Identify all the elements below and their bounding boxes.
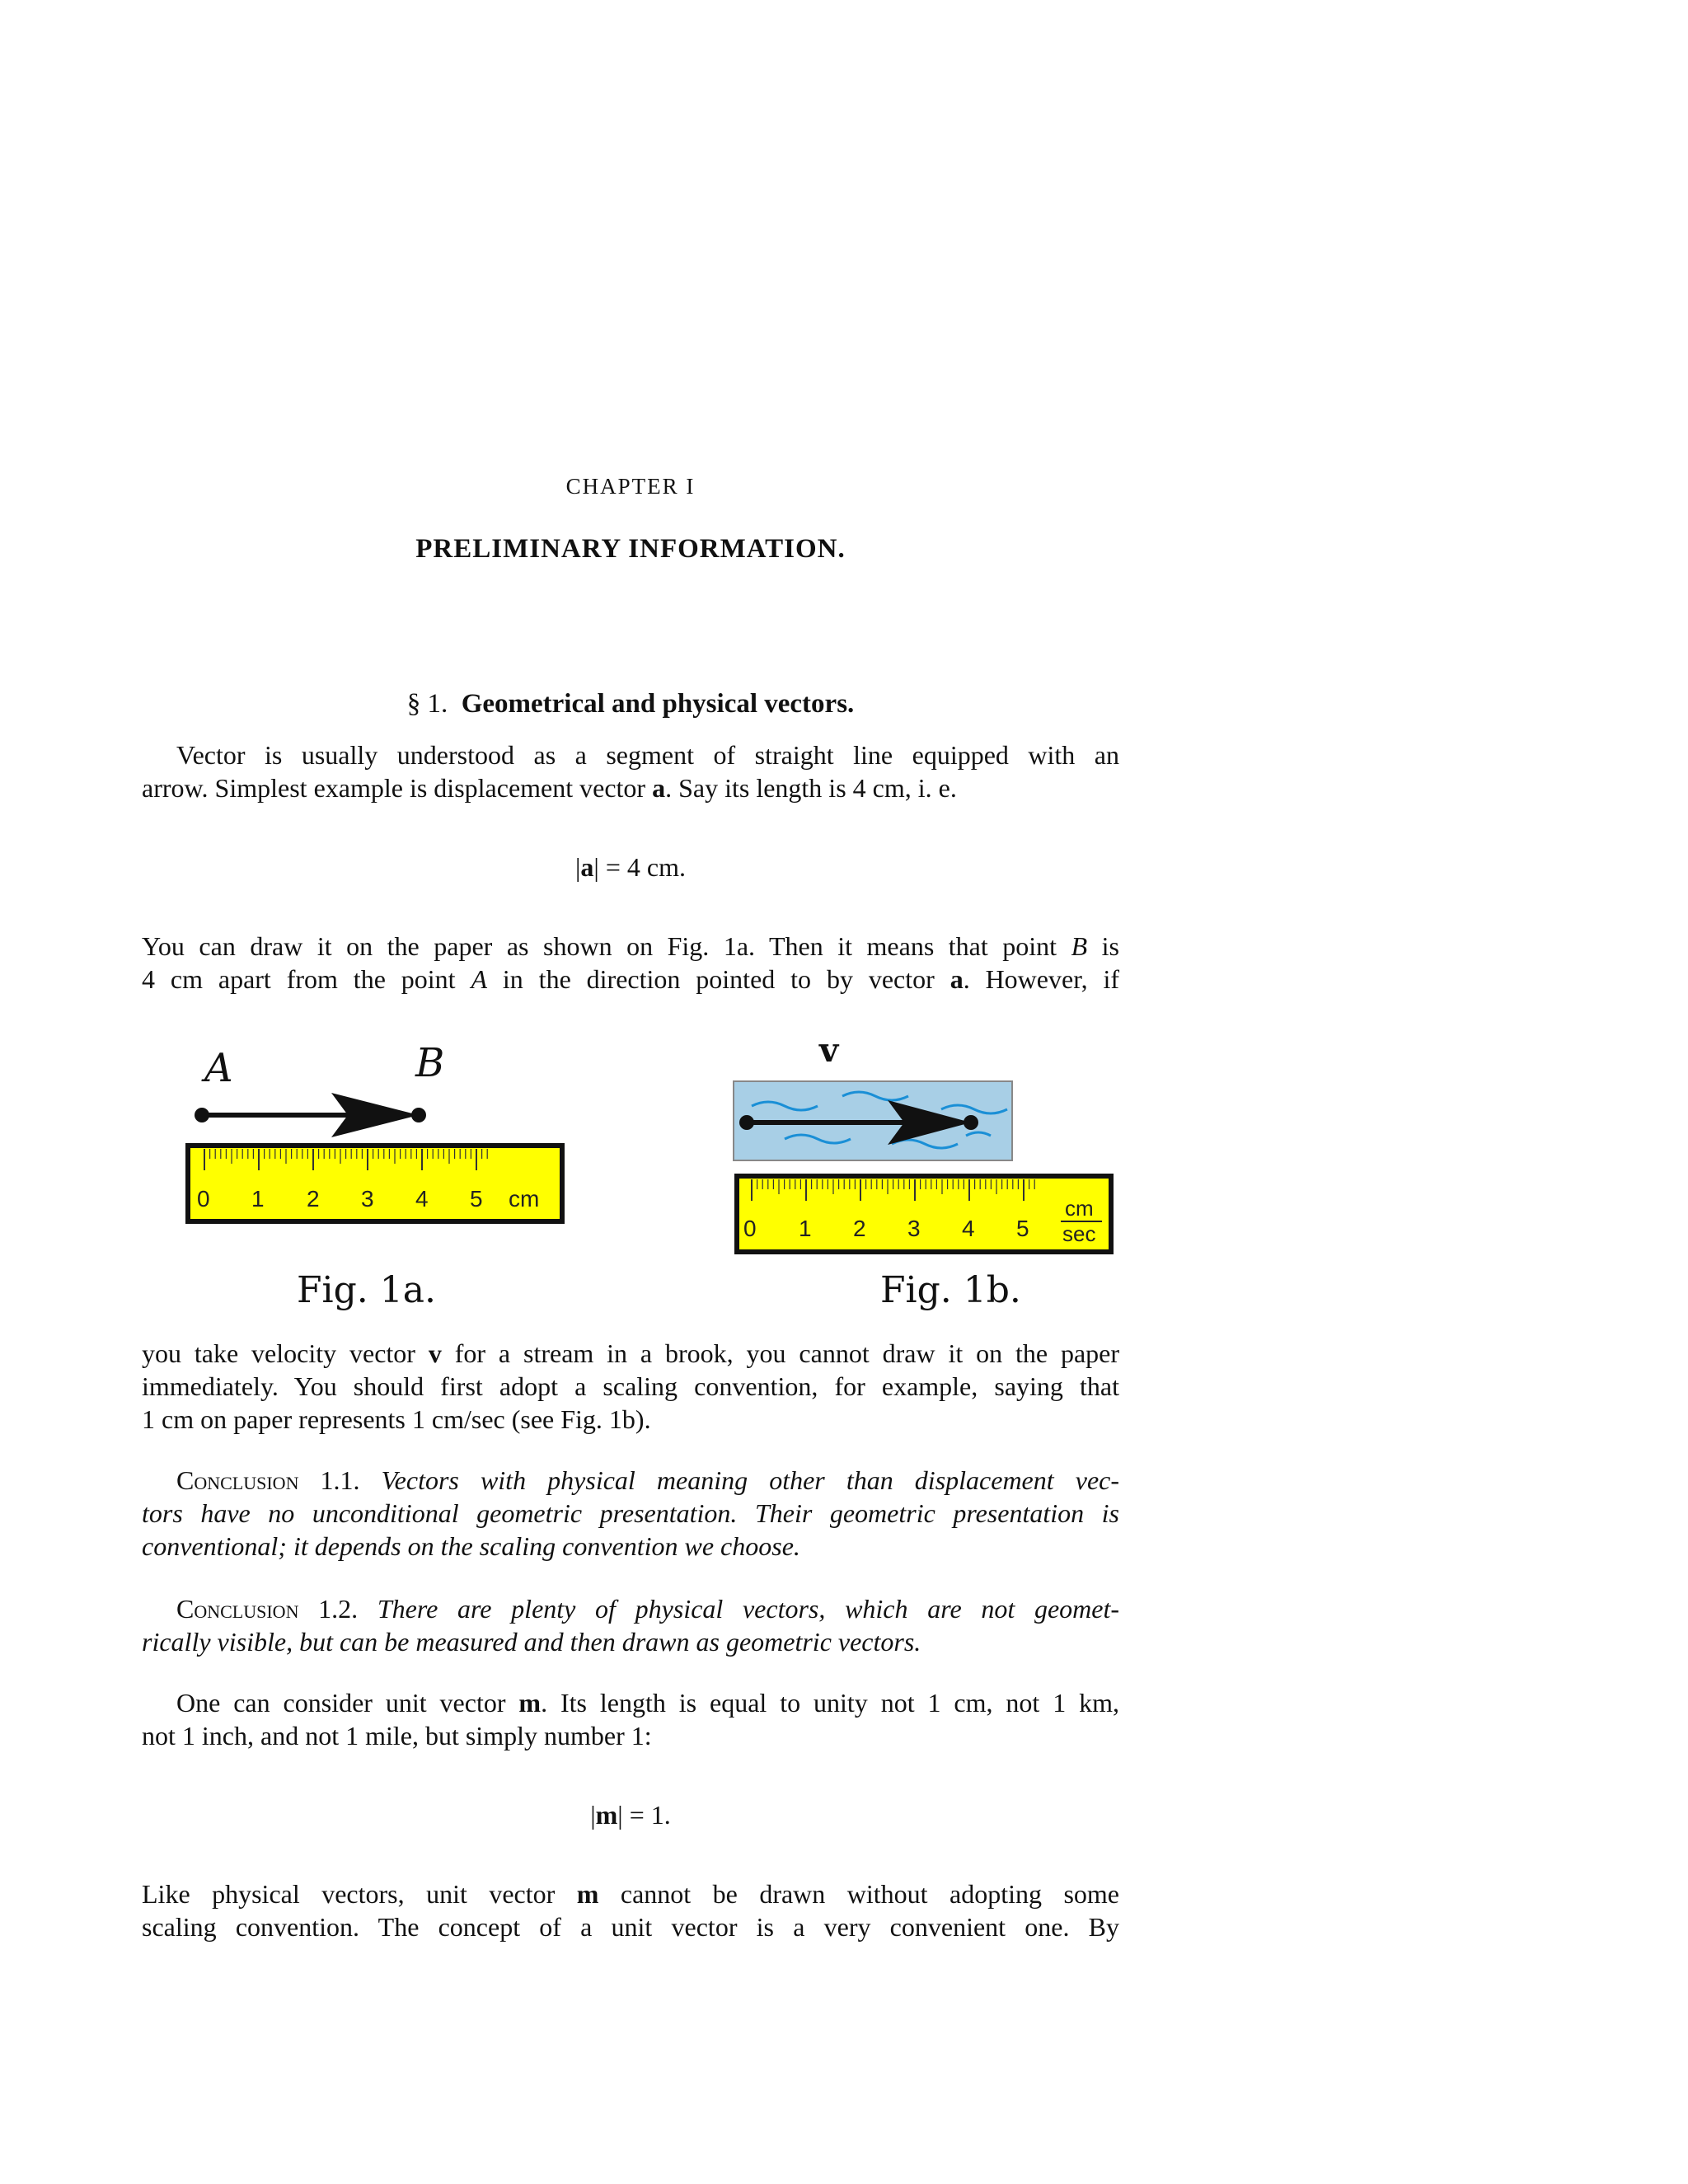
vector-v-label: v [819,1031,839,1070]
ruler-1b-tick-label-1: 1 [799,1216,812,1241]
conclusion-1-2-line-1: Conclusion 1.2. There are plenty of physical vectors, which are not geomet- [176,1594,1120,1624]
point-a [195,1108,209,1122]
ruler-1a-tick-label-4: 4 [415,1186,429,1212]
document-page [142,0,1119,2184]
ruler-1a-tick-label-0: 0 [197,1186,210,1212]
p3-line-1: you take velocity vector v for a stream in a brook, you cannot draw it on the paper [142,1338,1120,1368]
conclusion-1-2-line-2: rically visible, but can be measured and then drawn as geometric vectors. [142,1627,921,1657]
chapter-label: CHAPTER I [565,474,696,499]
conclusion-1-1-line-2: tors have no unconditional geometric presentation. Their geometric presentation is [142,1498,1119,1528]
conclusion-1-2-label: Conclusion [176,1594,299,1624]
ruler-1a-tick-label-1: 1 [251,1186,265,1212]
p2-line-1: You can draw it on the paper as shown on Fig. 1a. Then it means that point B is [142,931,1120,961]
p3-line-3: 1 cm on paper represents 1 cm/sec (see Fig. 1b). [142,1404,651,1434]
p1-line-2: arrow. Simplest example is displacement vector a. Say its length is 4 cm, i. e. [142,773,957,803]
ruler-1b-tick-label-4: 4 [962,1216,975,1241]
figure-1a-drawing [175,1030,669,1244]
figure-1b [727,1030,1123,1261]
p3-line-2: immediately. You should first adopt a scaling convention, for example, saying that [142,1371,1119,1401]
ruler-1a-tick-label-5: 5 [470,1186,483,1212]
ruler-1b-tick-label-0: 0 [743,1216,757,1241]
conclusion-1-1-line-1: Conclusion 1.1. Vectors with physical meaning other than displacement vec- [176,1465,1120,1495]
ruler-1b-unit-numerator: cm [1065,1196,1094,1221]
section-title: Geometrical and physical vectors. [461,689,855,719]
vector-v-tail [739,1115,754,1130]
ruler-1b-unit-denominator: sec [1062,1221,1096,1246]
section-heading [142,687,1119,720]
ruler-1a-tick-label-2: 2 [307,1186,320,1212]
ruler-1b-tick-label-5: 5 [1016,1216,1029,1241]
vector-m: m [518,1688,542,1718]
conclusion-1-1-label: Conclusion [176,1465,299,1495]
p4-line-1: One can consider unit vector m. Its length is equal to unity not 1 cm, not 1 km, [176,1688,1120,1718]
point-b-label: B [415,1040,445,1086]
figure-1a [175,1030,669,1244]
figure-1b-drawing [727,1030,1123,1261]
vector-a: a [652,773,666,803]
point-b [411,1108,426,1122]
p5-line-1: Like physical vectors, unit vector m cannot be drawn without adopting some [142,1879,1120,1909]
p4-line-2: not 1 inch, and not 1 mile, but simply number 1: [142,1721,652,1750]
ruler-1a [188,1146,562,1221]
p5-line-2: scaling convention. The concept of a unit vector is a very convenient one. By [142,1912,1119,1942]
p2-line-2: 4 cm apart from the point A in the direction pointed to by vector a. However, if [142,964,1120,994]
vector-v-head [964,1115,978,1130]
conclusion-1-1-line-3: conventional; it depends on the scaling convention we choose. [142,1531,800,1561]
point-a-label: A [204,1045,233,1091]
p1-line-1: Vector is usually understood as a segment of straight line equipped with an [176,740,1119,770]
ruler-1a-unit: cm [509,1186,540,1212]
chapter-title: PRELIMINARY INFORMATION. [415,534,846,564]
ruler-1b [737,1176,1111,1252]
equation-length-m: |m| = 1. [590,1800,671,1830]
section-mark: § 1. [406,689,448,719]
ruler-1a-tick-label-3: 3 [361,1186,374,1212]
equation-length-a: |a| = 4 cm. [575,852,686,882]
ruler-1b-tick-label-2: 2 [853,1216,866,1241]
figure-1a-caption: Fig. 1a. [297,1269,436,1311]
vector-v: v [428,1338,442,1368]
figure-1b-caption: Fig. 1b. [880,1269,1021,1311]
ruler-1b-tick-label-3: 3 [907,1216,921,1241]
